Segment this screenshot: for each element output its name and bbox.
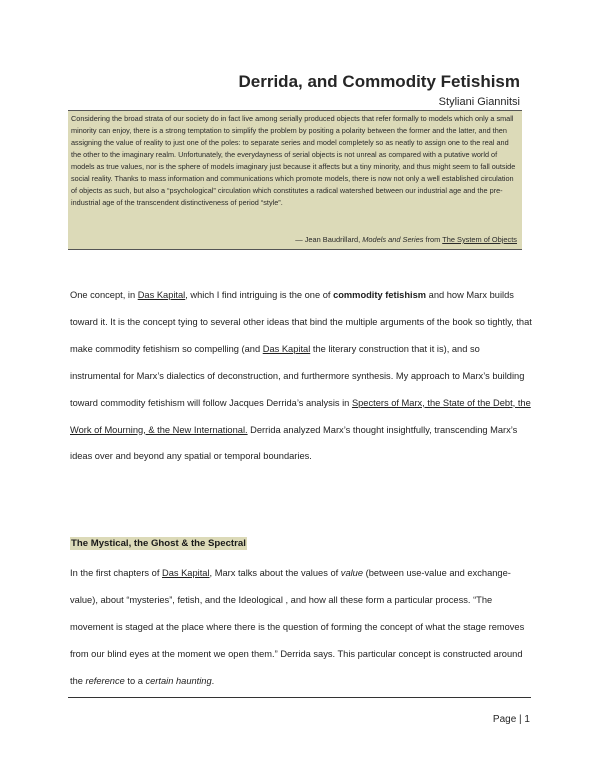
paragraph-text: , Marx talks about the values of xyxy=(209,568,341,578)
epigraph-text: Considering the broad strata of our society do in fact live among serially produced objects that refer formally to models which only a small minority can enjoy, there is a strong temptation to simplify the problem by positing a polarity between the former and the latter, and then assigning the value of reality to just one of the poles: to separate series and model completely so as neatly to assign one to the real and the other to the imaginary realm. Unfortunately, the everydayness of serial objects is not unreal as compared with a putative world of models as true values, nor is the sphere of models imaginary just because it affects but a tiny minority, and thus might seem to fall outside social reality. Thanks to mass information and communications which promote models, there is now not only a well established circulation of objects as such, but also a “psychological” circulation which constitutes a radical watershed between our industrial age and the pre-industrial age of the transcendent distinctiveness of period “style”. xyxy=(71,114,516,207)
footer-rule xyxy=(68,697,531,698)
document-title: Derrida, and Commodity Fetishism xyxy=(238,72,520,91)
paragraph-text: and how Marx builds toward it. It is the concept tying to several other ideas that bind the multiple arguments of the book so tightly, that make commodity fetishism so compelling (and xyxy=(70,290,532,354)
paragraph-text: to a xyxy=(124,675,146,686)
paragraph-text: Derrida analyzed Marx’s thought insightfully, transcending Marx’s ideas over and beyond any spatial or temporal boundaries. xyxy=(70,424,518,462)
epigraph-source xyxy=(295,235,517,244)
body-paragraph-2 xyxy=(70,560,532,695)
book-link-das-kapital: Das Kapital xyxy=(262,343,311,354)
paragraph-text: . xyxy=(211,675,215,686)
book-link-das-kapital: Das Kapital xyxy=(137,290,186,300)
section-heading: The Mystical, the Ghost & the Spectral xyxy=(71,538,246,549)
body-paragraph-1 xyxy=(70,282,532,470)
paragraph-text: , which I find intriguing is the one of xyxy=(185,290,334,300)
epigraph-box xyxy=(68,111,522,249)
bold-term-commodity-fetishism: commodity fetishism xyxy=(333,290,427,300)
paragraph-text: One concept, in xyxy=(70,290,138,300)
epigraph-source-book: The System of Objects xyxy=(442,235,517,244)
epigraph-source-prefix: — Jean Baudrillard, xyxy=(295,235,363,244)
book-link-das-kapital: Das Kapital xyxy=(161,568,210,578)
paragraph-text: (between use-value and exchange-value), about “mysteries”, fetish, and the Ideological , and how all these form a particular process. “The movement is staged at the place where there is the question of forming the concept of what the stage removes from our blind eyes at the moment we open them.” Derrida says. This particular concept is constructed around the xyxy=(70,568,525,686)
italic-term-certain-haunting: certain haunting xyxy=(145,675,212,686)
document-author: Styliani Giannitsi xyxy=(438,96,520,108)
italic-term-reference: reference xyxy=(85,675,125,686)
book-link-specters-of-marx: Specters of Marx, the State of the Debt, the Work of Mourning, & the New International. xyxy=(70,397,531,435)
page-number: Page | 1 xyxy=(492,714,530,725)
paragraph-text: In the first chapters of xyxy=(70,568,162,578)
epigraph-source-work: Models and Series xyxy=(362,235,424,244)
epigraph-bottom-rule xyxy=(68,249,522,250)
epigraph-source-from: from xyxy=(423,235,443,244)
paragraph-text: the literary construction that it is), and so instrumental for Marx’s dialectics of deconstruction, and furthermore synthesis. My approach to Marx’s building toward commodity fetishism will follow Jacques Derrida’s analysis in xyxy=(70,343,525,408)
italic-term-value: value xyxy=(340,568,364,578)
